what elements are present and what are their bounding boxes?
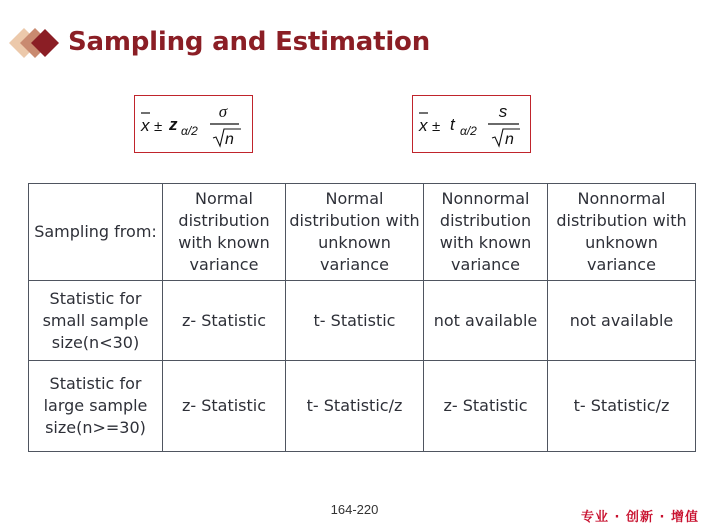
t-formula-graphic <box>413 96 529 151</box>
header-cell: Nonnormal distribution with known variance <box>424 184 548 281</box>
z-interval-formula <box>134 95 253 153</box>
table-cell: not available <box>548 281 696 361</box>
table-row <box>29 281 696 361</box>
z-formula-graphic <box>135 96 251 151</box>
title-area <box>6 18 506 68</box>
t-interval-formula <box>412 95 531 153</box>
sampling-table <box>28 183 696 452</box>
header-cell: Sampling from: <box>29 184 163 281</box>
brand-slogan: 专业 · 创新 · 增值 <box>581 510 699 525</box>
table-cell: z- Statistic <box>424 361 548 452</box>
table-cell: not available <box>424 281 548 361</box>
z-stat-symbol: z <box>169 115 178 134</box>
table-cell: t- Statistic/z <box>286 361 424 452</box>
row-label-cell: Statistic for small sample size(n<30) <box>29 281 163 361</box>
t-subscript: α/2 <box>460 124 477 138</box>
z-numerator: σ <box>218 102 228 121</box>
header-cell: Normal distribution with known variance <box>163 184 286 281</box>
table-cell: t- Statistic <box>286 281 424 361</box>
page-number: 164-220 <box>330 502 379 517</box>
table-header-row <box>29 184 696 281</box>
t-numerator: s <box>498 102 508 121</box>
diamond-bullet-icon <box>6 18 66 68</box>
z-xbar: x <box>141 116 150 135</box>
t-denominator: n <box>505 131 514 148</box>
row-label-cell: Statistic for large sample size(n>=30) <box>29 361 163 452</box>
t-xbar: x <box>419 116 428 135</box>
table-cell: z- Statistic <box>163 281 286 361</box>
table-cell: z- Statistic <box>163 361 286 452</box>
z-denominator: n <box>225 131 234 148</box>
t-plus-minus: ± <box>432 118 441 135</box>
t-stat-symbol: t <box>450 115 455 134</box>
table-cell: t- Statistic/z <box>548 361 696 452</box>
header-cell: Nonnormal distribution with unknown variance <box>548 184 696 281</box>
z-subscript: α/2 <box>181 124 198 138</box>
header-cell: Normal distribution with unknown variance <box>286 184 424 281</box>
table-row <box>29 361 696 452</box>
page-title: Sampling and Estimation <box>68 27 431 57</box>
z-plus-minus: ± <box>154 118 163 135</box>
